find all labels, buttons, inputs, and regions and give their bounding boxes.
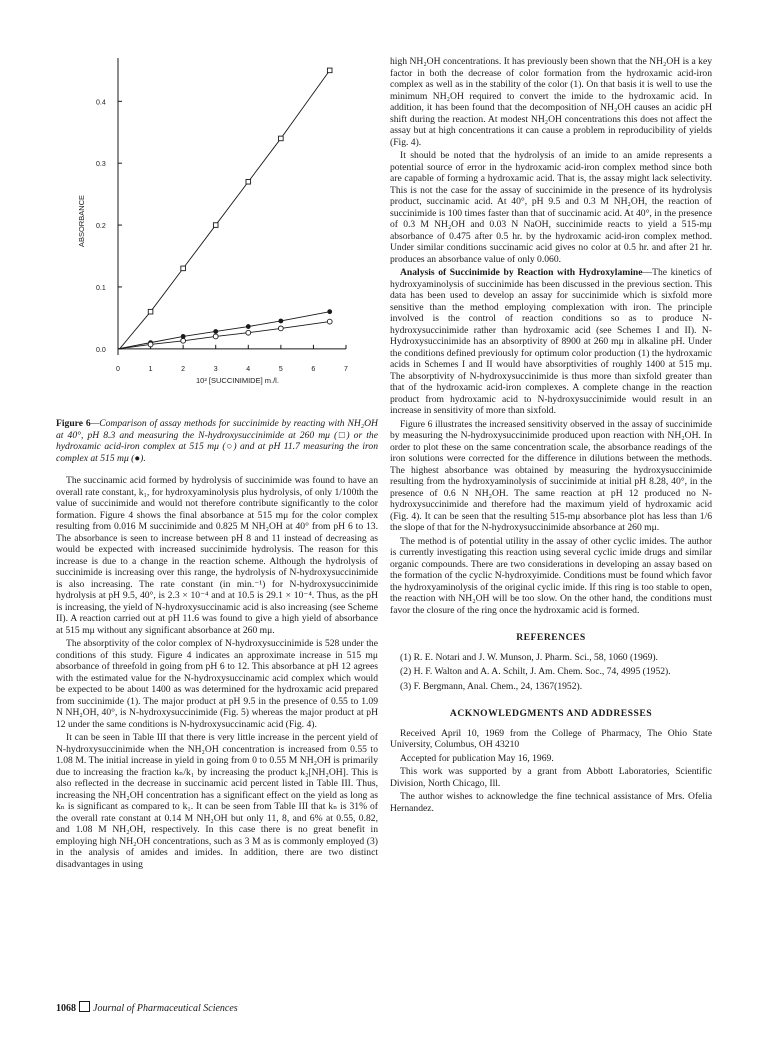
- x-tick-label: 7: [344, 365, 348, 373]
- box-icon: [79, 1001, 90, 1012]
- x-tick-label: 4: [246, 365, 251, 373]
- x-tick-label: 1: [148, 365, 153, 373]
- references-heading: REFERENCES: [516, 632, 586, 643]
- square-marker: [246, 179, 251, 184]
- left-paragraph-2: The absorptivity of the color complex of N-hydroxysuccinimide is 528 under the conditions of this study. Figure 4 indicates an approximate increase in 515 mμ absorbance of threefold in going from pH 6 to 12. This absorbance at pH 12 agrees with the estimated value for the N-hydroxysuccinamic acid complex which would be expected to be about 1400 as was determined for the hydroxamic acid prepared from succinimide (1). The major product at pH 9.5 in the presence of 0.55 to 1.09 N NH₂OH, 40°, is N-hydroxysuccinimide (Fig. 5) whereas the major product at pH 12 under the same conditions is N-hydroxysuccinamic acid (Fig. 4).: [56, 638, 378, 730]
- y-tick-label: 0.3: [96, 161, 106, 169]
- acknowledgments-heading: ACKNOWLEDGMENTS AND ADDRESSES: [449, 708, 653, 719]
- section-heading: Analysis of Succinimide by Reaction with Hydroxylamine: [400, 267, 643, 278]
- open-circle-marker: [181, 338, 186, 343]
- filled-circle-marker: [246, 324, 251, 329]
- x-tick-label: 2: [181, 365, 186, 373]
- section-paragraph-2: Figure 6 illustrates the increased sensitivity observed in the assay of succinimide by measuring the N-hydroxysuccinimide produced upon reaction with NH₂OH. In order to plot these on the same concentration scale, the absorbance readings of the iron solutions were corrected for the difference in dilutions between the methods. The highest absorbance was obtained by measuring the hydroxysuccinimide resulting from the hydroxyaminolysis of succinimide at initial pH 8.28, 40°, in the presence of 0.6 N NH₂OH. The same reaction at pH 12 produced no N-hydroxysuccinimide and therefore had the maximum yield of hydroxamic acid (Fig. 4). It can be seen that the resulting 515-mμ absorbance plot has less than 1/6 the slope of that for the N-hydroxysuccinimide absorbance at 260 mμ.: [390, 418, 712, 533]
- x-tick-label: 5: [278, 365, 283, 373]
- chart-axes: [77, 58, 348, 385]
- y-axis-label: ABSORBANCE: [77, 194, 86, 248]
- square-marker: [327, 68, 332, 73]
- section-text-1: —The kinetics of hydroxyaminolysis of succinimide has been discussed in the previous section. This data has been used to develop an assay for succinimide which is sixfold more sensitive than the method employing complexation with iron. The principle involved is the control of reaction conditions so as to produce N-hydroxysuccinimide rather than hydroxamic acid (see Schemes I and II). N-Hydroxysuccinimide has an absorptivity of 8900 at 260 mμ in alkaline pH. Under the conditions defined previously for optimum color production (1) the hydroxamic acids in Schemes I and II would have absorptivities of roughly 1400 at 515 mμ. The absorptivity of N-hydroxysuccinimide is thus more than sixfold greater than that of the hydroxamic acid-iron complexes. A complete change in the reaction product from hydroxamic acid to N-hydroxysuccinimide would result in an increase in sensitivity of more than sixfold.: [390, 267, 712, 416]
- y-tick-label: 0.1: [96, 284, 106, 292]
- right-paragraph-2: It should be noted that the hydrolysis of an imide to an amide represents a potential source of error in the hydroxamic acid-iron complex method since both are capable of forming a hydroxamic acid. That is, the assay might lack selectivity. This is not the case for the assay of succinimide in the presence of its hydrolysis product, succinamic acid. At 40°, pH 9.5 and 0.3 M NH₂OH, the reaction of succinimide is 100 times faster than that of succinamic acid. At 40°, in the presence of 0.3 M NH₂OH and 0.03 N NaOH, succinimide reacts to yield a 515-mμ absorbance of 0.475 after 0.5 hr. by the hydroxamic acid-iron complex method. Under similar conditions succinamic acid gives no color at 0.5 hr. and after 21 hr. produces an absorbance value of only 0.060.: [390, 150, 712, 265]
- filled-circle-marker: [327, 309, 332, 314]
- open-circle-marker: [327, 319, 332, 324]
- reference-3: (3) F. Bergmann, Anal. Chem., 24, 1367(1952).: [400, 680, 583, 692]
- x-tick-label: 3: [213, 365, 218, 373]
- reference-2: (2) H. F. Walton and A. A. Schilt, J. Am. Chem. Soc., 74, 4995 (1952).: [400, 666, 671, 677]
- open-circle-marker: [213, 334, 218, 339]
- square-marker: [279, 136, 284, 141]
- section-paragraph-3: The method is of potential utility in the assay of other cyclic imides. The author is currently investigating this reaction using several cyclic imide drugs and similar organic compounds. There are two considerations in developing an assay based on the formation of the cyclic N-hydroxyimide. Conditions must be found which favor the hydroxyaminolysis of the original cyclic imide. If this ring is too stable to open, the reaction with NH₂OH will be too slow. On the other hand, the conditions must favor the closure of the ring once the hydroxamic acid is formed.: [390, 535, 712, 616]
- page-footer: [56, 1001, 238, 1014]
- open-circle-marker: [278, 326, 283, 331]
- references-list: [390, 652, 712, 693]
- open-circle-marker: [246, 330, 251, 335]
- square-marker: [148, 309, 153, 314]
- journal-name: Journal of Pharmaceutical Sciences: [93, 1003, 238, 1014]
- ack-paragraph-4: The author wishes to acknowledge the fine technical assistance of Mrs. Ofelia Hernandez.: [390, 791, 712, 814]
- left-paragraph-3: It can be seen in Table III that there is very little increase in the percent yield of N-hydroxysuccinimide when the NH₂OH concentration is increased from 0.55 to 1.08 M. The initial increase in yield in going from 0 to 0.55 M NH₂OH is primarily due to increasing the fraction kₙ/k₁ by increasing the product k₂[NH₂OH]. This is also reflected in the decrease in succinamic acid percent listed in Table III. Thus, increasing the NH₂OH concentration has a significant effect on the yield as long as kₙ is significant as compared to k₁. It can be seen from Table III that kₙ is 31% of the overall rate constant at 0.14 M NH₂OH but only 11, 8, and 6% at 0.55, 0.82, and 1.08 M NH₂OH, respectively. In this case there is no great benefit in employing high NH₂OH concentrations, such as 3 M as is commonly employed (3) in the analysis of amides and imides. In addition, there are two distinct disadvantages in using: [56, 732, 378, 870]
- x-axis-label: 10² [SUCCINIMIDE] m./l.: [196, 375, 279, 385]
- y-tick-label: 0.4: [96, 99, 106, 107]
- figure-caption: [56, 418, 378, 464]
- caption-text: —Comparison of assay methods for succinimide by reacting with NH₂OH at 40°, pH 8.3 and measuring the N-hydroxysuccinimide at 260 mμ (□) or the hydroxamic acid-iron complex at 515 mμ (○) and at pH 11.7 measuring the iron complex at 515 mμ (●).: [56, 418, 378, 464]
- x-tick-label: 6: [311, 365, 316, 373]
- series-line: [120, 70, 330, 348]
- x-tick-label: 0: [116, 365, 120, 373]
- filled-circle-marker: [213, 329, 218, 334]
- page-number: 1068: [56, 1003, 76, 1014]
- open-circle-marker: [148, 342, 153, 347]
- square-marker: [181, 266, 186, 271]
- chart-marks: [118, 68, 332, 349]
- ack-paragraph-1: Received April 10, 1969 from the College of Pharmacy, The Ohio State University, Columbus, OH 43210: [390, 727, 712, 750]
- ack-paragraph-3: This work was supported by a grant from Abbott Laboratories, Scientific Division, North Chicago, Ill.: [390, 766, 712, 789]
- ack-paragraph-2: Accepted for publication May 16, 1969.: [400, 752, 554, 764]
- reference-1: (1) R. E. Notari and J. W. Munson, J. Pharm. Sci., 58, 1060 (1969).: [400, 651, 658, 663]
- right-paragraph-1: high NH₂OH concentrations. It has previously been shown that the NH₂OH is a key factor in both the decrease of color formation from the hydroxamic acid-iron complex as well as in the stability of the color (1). On that basis it is well to use the minimum NH₂OH required to convert the imide to the hydroxamic acid. In addition, it has been found that the decomposition of NH₂OH causes an acidic pH shift during the reaction. At modest NH₂OH concentrations this does not affect the assay but at high concentrations it can cause a problem in reproducibility of yields (Fig. 4).: [390, 56, 712, 148]
- y-tick-label: 0.0: [96, 346, 106, 354]
- caption-label: Figure 6: [56, 418, 91, 429]
- filled-circle-marker: [278, 319, 283, 324]
- right-column: [390, 56, 712, 816]
- left-paragraph-1: The succinamic acid formed by hydrolysis of succinimide was found to have an overall rate constant, k₁, for hydroxyaminolysis plus hydrolysis, of only 1/100th the value of succinimide and would not therefore contribute significantly to the color formation. Figure 4 shows the final absorbance at 515 mμ for the color complex resulting from 0.016 M succinimide and 0.825 M NH₂OH at 40° from pH 6 to 13. The absorbance is seen to increase between pH 8 and 11 instead of decreasing as would be expected with increased succinimide hydrolysis. The reason for this increase is due to a change in the reaction scheme. Although the hydrolysis of succinimide is increasing over this range, the hydrolysis of N-hydroxysuccinimide is also increasing. The rate constant (in min.⁻¹) for N-hydroxysuccinimide hydrolysis at pH 9.5, 40°, is 2.3 × 10⁻⁴ and at 10.5 is 29.1 × 10⁻⁴. Thus, as the pH is increasing, the yield of N-hydroxysuccinamic acid is also increasing (see Scheme II). A reaction carried out at pH 11.6 was found to give a high yield of absorbance at 515 mμ without any significant absorbance at 260 mμ.: [56, 475, 378, 636]
- square-marker: [213, 223, 218, 228]
- y-tick-label: 0.2: [96, 223, 106, 231]
- absorbance-chart: [56, 50, 378, 385]
- left-column: [56, 475, 378, 872]
- figure-6-chart: [56, 50, 378, 385]
- section-paragraph-1: [390, 267, 712, 417]
